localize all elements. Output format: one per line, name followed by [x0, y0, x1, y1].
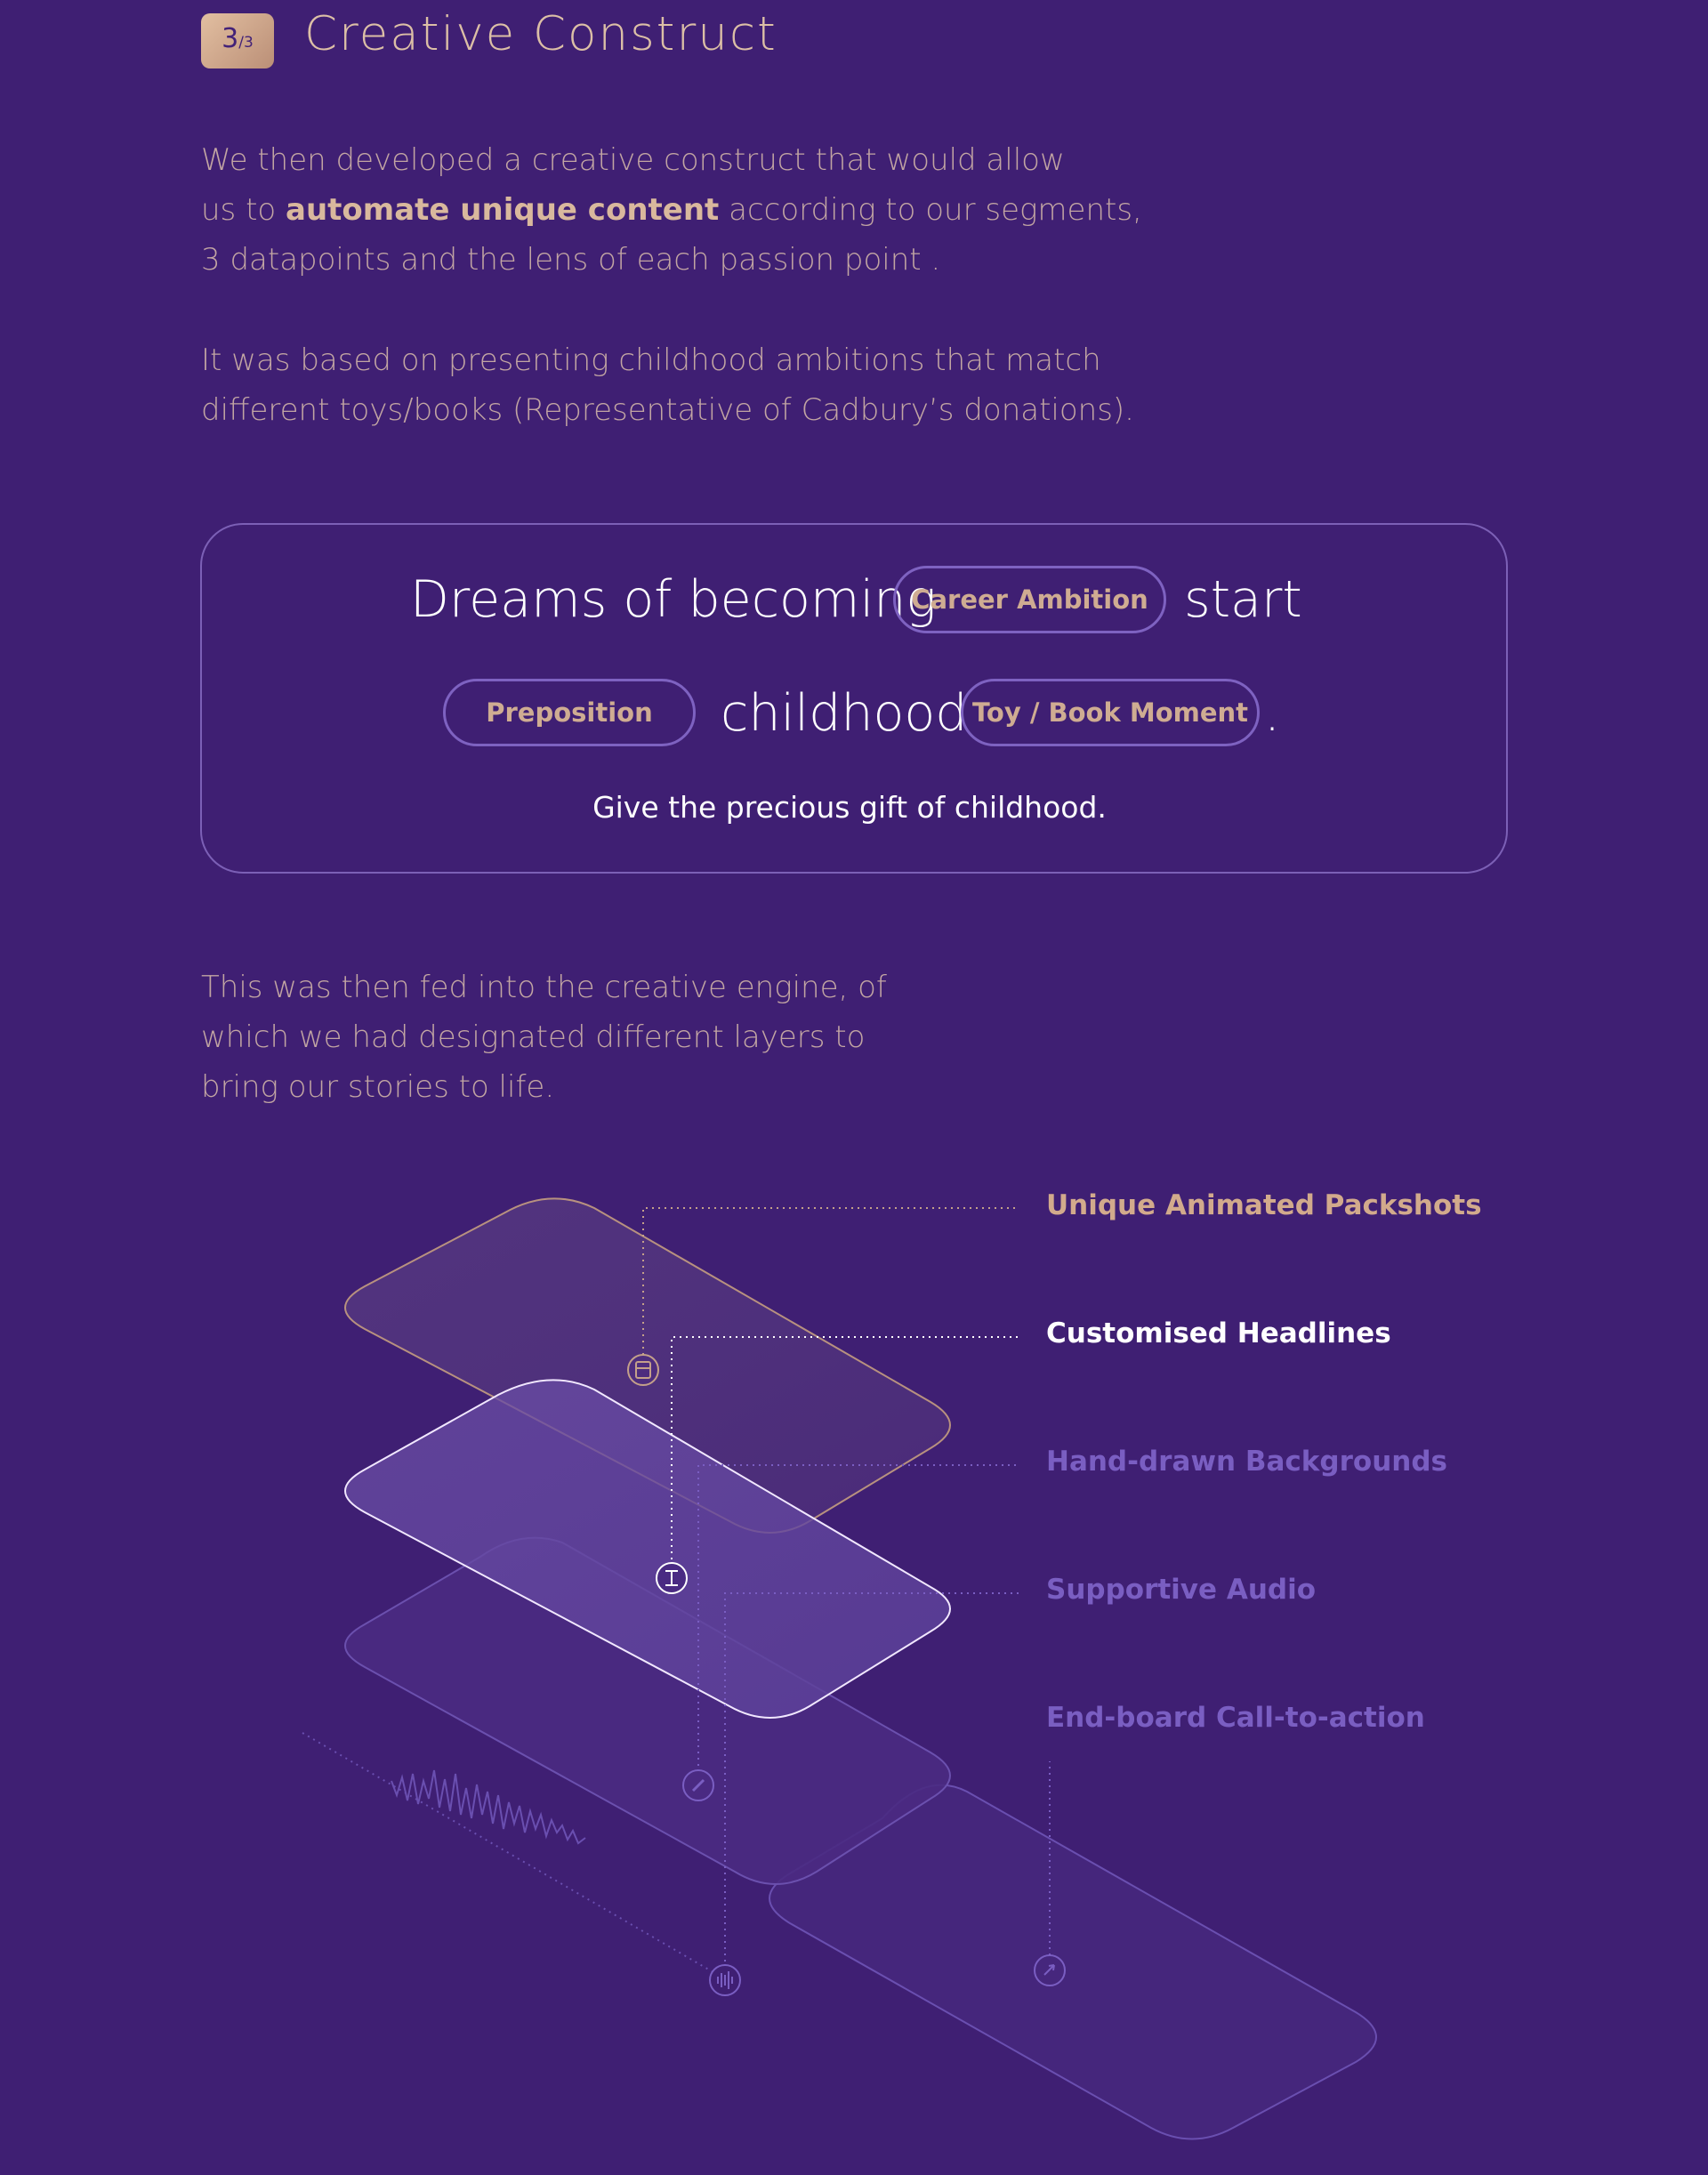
audio-waveform [391, 1770, 585, 1843]
step-total: /3 [238, 34, 254, 52]
construct-lead-text: Dreams of becoming [410, 570, 937, 629]
intro-line-3: 3 datapoints and the lens of each passion point . [201, 242, 941, 278]
intro-line-1: We then developed a creative construct that would allow [201, 142, 1065, 178]
intro-emphasis: automate unique content [286, 192, 720, 228]
step-number: 3 [222, 23, 239, 54]
engine-paragraph [201, 963, 887, 1112]
packshot-icon [628, 1355, 658, 1385]
intro-paragraph [201, 135, 1142, 285]
layer-label-backgrounds: Hand-drawn Backgrounds [1046, 1446, 1447, 1478]
basis-paragraph [201, 335, 1134, 435]
construct-period: . [1264, 684, 1281, 743]
layer-label-headlines: Customised Headlines [1046, 1317, 1391, 1349]
section-title: Creative Construct [304, 7, 777, 61]
engine-line-3: bring our stories to life. [201, 1069, 555, 1105]
construct-childhood-text: childhood [721, 684, 968, 743]
pencil-icon [683, 1770, 713, 1800]
preposition-pill: Preposition [443, 679, 696, 746]
engine-line-1: This was then fed into the creative engine, of [201, 970, 887, 1005]
step-badge [201, 13, 274, 68]
construct-tagline: Give the precious gift of childhood. [592, 790, 1107, 825]
cursor-click-icon [1035, 1955, 1065, 1986]
basis-line-2: different toys/books (Representative of Cadbury’s donations). [201, 392, 1134, 428]
layer-label-endboard: End-board Call-to-action [1046, 1702, 1425, 1734]
basis-line-1: It was based on presenting childhood ambitions that match [201, 342, 1101, 378]
intro-line-2: us to automate unique content according to our segments, [201, 192, 1142, 228]
text-cursor-icon [657, 1563, 687, 1593]
audio-wave-icon [710, 1965, 740, 1995]
layer-label-packshots: Unique Animated Packshots [1046, 1189, 1482, 1221]
engine-line-2: which we had designated different layers to [201, 1019, 866, 1055]
layer-label-audio: Supportive Audio [1046, 1574, 1317, 1606]
construct-start-text: start [1184, 570, 1302, 629]
career-ambition-pill: Career Ambition [893, 566, 1166, 633]
toy-book-moment-pill: Toy / Book Moment [961, 679, 1260, 746]
layer-diagram [0, 1156, 1708, 2175]
